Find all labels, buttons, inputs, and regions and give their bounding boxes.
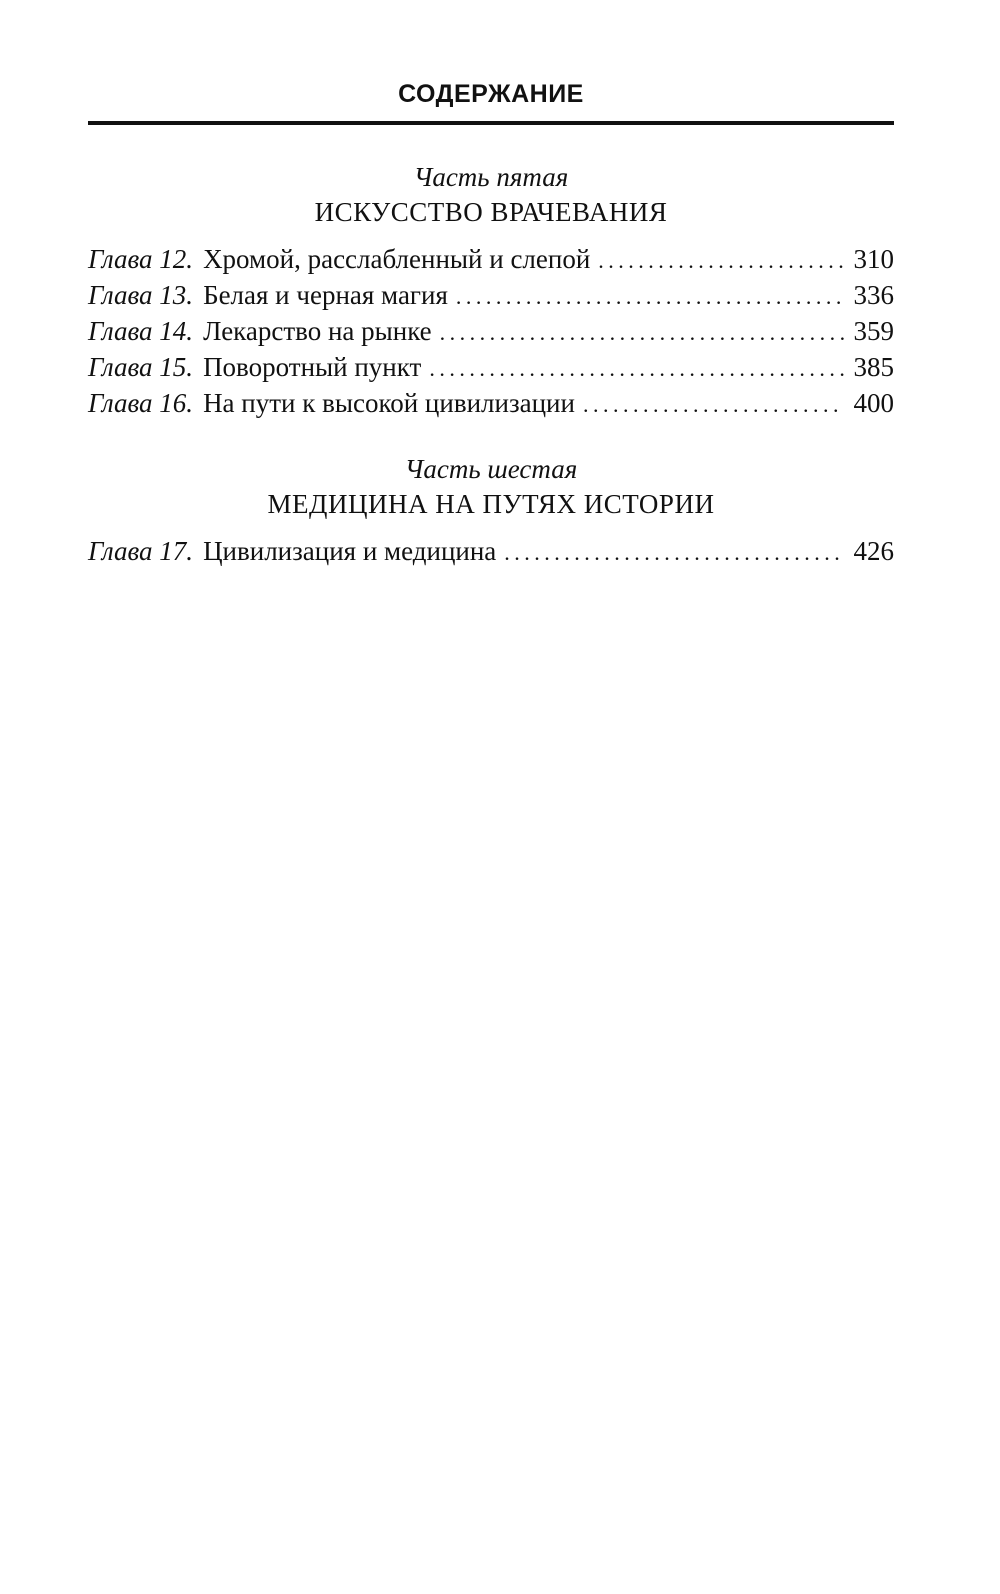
toc-entry[interactable]	[88, 314, 894, 350]
chapter-list	[88, 534, 894, 570]
chapter-title: Поворотный пункт	[203, 352, 422, 382]
part-label: Часть пятая	[413, 162, 569, 192]
toc-entry[interactable]	[88, 242, 894, 278]
page-number: 400	[853, 388, 894, 418]
page-number: 385	[853, 352, 894, 382]
toc-entry[interactable]	[88, 350, 894, 386]
page-number: 359	[853, 316, 894, 346]
dot-leader	[429, 352, 843, 386]
chapter-number: Глава 13.	[88, 280, 194, 310]
part-label: Часть шестая	[404, 454, 578, 484]
toc-entry[interactable]	[88, 534, 894, 570]
dot-leader	[456, 280, 844, 314]
chapter-title: Хромой, расслабленный и слепой	[203, 244, 591, 274]
dot-leader	[598, 244, 843, 278]
chapter-title: Лекарство на рынке	[203, 316, 432, 346]
part-section	[88, 452, 894, 570]
part-title: МЕДИЦИНА НА ПУТЯХ ИСТОРИИ	[267, 489, 715, 519]
page-number: 426	[853, 536, 894, 566]
chapter-title: На пути к высокой цивилизации	[203, 388, 575, 418]
chapter-title: Цивилизация и медицина	[203, 536, 497, 566]
chapter-list	[88, 242, 894, 422]
toc-entry[interactable]	[88, 278, 894, 314]
page-number: 310	[853, 244, 894, 274]
dot-leader	[504, 536, 843, 570]
chapter-number: Глава 14.	[88, 316, 194, 346]
toc-entry[interactable]	[88, 386, 894, 422]
page-number: 336	[853, 280, 894, 310]
chapter-number: Глава 12.	[88, 244, 194, 274]
chapter-title: Белая и черная магия	[203, 280, 448, 310]
chapter-number: Глава 17.	[88, 536, 194, 566]
chapter-number: Глава 16.	[88, 388, 194, 418]
part-section	[88, 160, 894, 422]
part-title: ИСКУССТВО ВРАЧЕВАНИЯ	[314, 197, 668, 227]
running-head-title: СОДЕРЖАНИЕ	[398, 80, 584, 108]
header-rule	[88, 121, 894, 125]
dot-leader	[440, 316, 844, 350]
chapter-number: Глава 15.	[88, 352, 194, 382]
dot-leader	[583, 388, 844, 422]
